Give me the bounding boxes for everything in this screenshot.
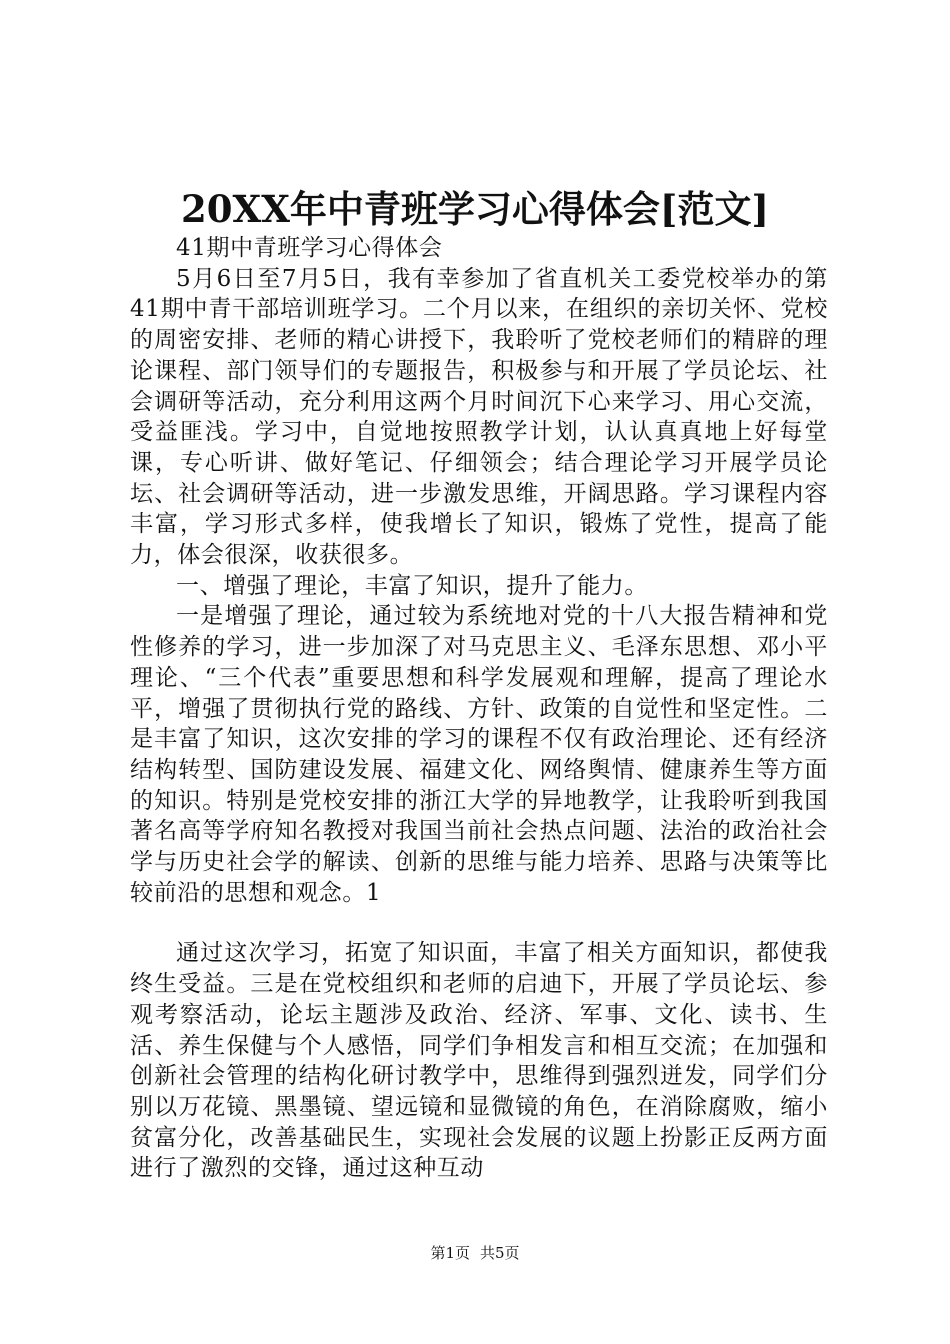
body-paragraph: 通过这次学习，拓宽了知识面，丰富了相关方面知识，都使我终生受益。三是在党校组织和老师的启迪下，开展了学员论坛、参观考察活动，论坛主题涉及政治、经济、军事、文化、读书、生活、养生保健与个人感悟，同学们争相发言和相互交流；在加强和创新社会管理的结构化研讨教学中，思维得到强烈迸发，同学们分别以万花镜、黑墨镜、望远镜和显微镜的角色，在消除腐败，缩小贫富分化，改善基础民生，实现社会发展的议题上扮影正反两方面进行了激烈的交锋，通过这种互动 [130, 940, 828, 1182]
page-total: 共5页 [480, 1244, 520, 1262]
body-paragraph: 一是增强了理论，通过较为系统地对党的十八大报告精神和党性修养的学习，进一步加深了对马克思主义、毛泽东思想、邓小平理论、“三个代表”重要思想和科学发展观和理解，提高了理论水平，增强了贯彻执行党的路线、方针、政策的自觉性和坚定性。二是丰富了知识，这次安排的学习的课程不仅有政治理论、还有经济结构转型、国防建设发展、福建文化、网络舆情、健康养生等方面的知识。特别是党校安排的浙江大学的异地教学，让我聆听到我国著名高等学府知名教授对我国当前社会热点问题、法治的政治社会学与历史社会学的解读、创新的思维与能力培养、思路与决策等比较前沿的思想和观念。1 [130, 603, 828, 906]
body-paragraph: 5月6日至7月5日，我有幸参加了省直机关工委党校举办的第41期中青干部培训班学习。二个月以来，在组织的亲切关怀、党校的周密安排、老师的精心讲授下，我聆听了党校老师们的精辟的理论课程、部门领导们的专题报告，积极参与和开展了学员论坛、社会调研等活动，充分利用这两个月时间沉下心来学习、用心交流，受益匪浅。学习中，自觉地按照教学计划，认认真真地上好每堂课，专心听讲、做好笔记、仔细领会；结合理论学习开展学员论坛、社会调研等活动，进一步激发思维，开阔思路。学习课程内容丰富，学习形式多样，使我增长了知识，锻炼了党性，提高了能力，体会很深，收获很多。 [130, 265, 828, 569]
subtitle-paragraph: 41期中青班学习心得体会 [176, 235, 443, 261]
document-body [130, 233, 828, 1184]
page-number: 第1页 [430, 1244, 470, 1262]
page-footer [0, 1243, 950, 1263]
section-heading: 一、增强了理论，丰富了知识，提升了能力。 [176, 572, 648, 599]
document-title: 20XX年中青班学习心得体会[范文] [181, 187, 769, 231]
